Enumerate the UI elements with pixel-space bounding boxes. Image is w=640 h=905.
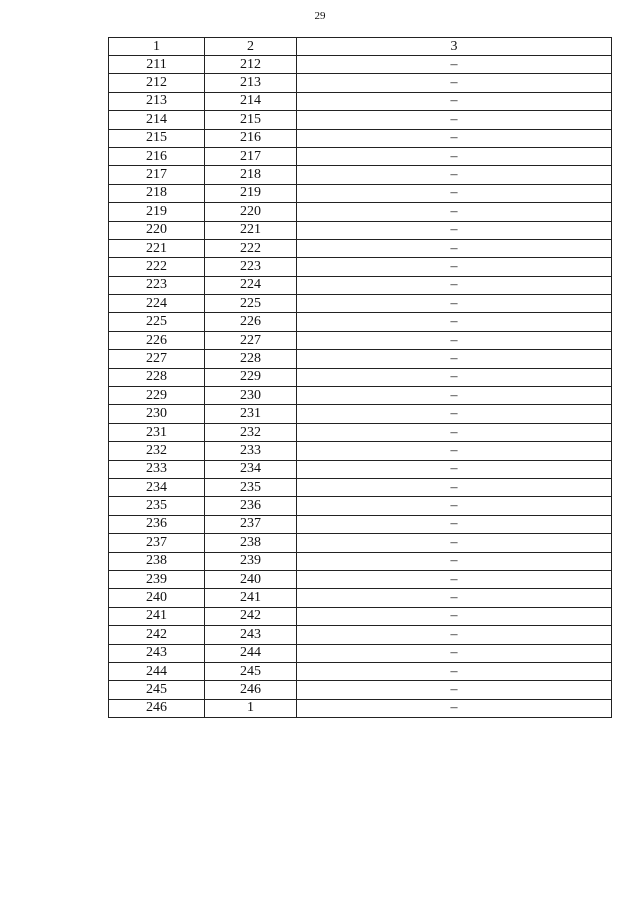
- table-row: [109, 644, 612, 662]
- table-cell-col3: –: [297, 147, 612, 165]
- table-cell-col1: 226: [109, 331, 205, 349]
- table-cell-col2: 246: [205, 681, 297, 699]
- table-cell-col1: 227: [109, 350, 205, 368]
- table-cell-col2: 222: [205, 239, 297, 257]
- table-cell-col1: 221: [109, 239, 205, 257]
- table-cell-col1: 215: [109, 129, 205, 147]
- table-cell-col2: 216: [205, 129, 297, 147]
- table-row: [109, 203, 612, 221]
- table-row: [109, 515, 612, 533]
- table-row: [109, 570, 612, 588]
- table-cell-col1: 234: [109, 478, 205, 496]
- table-row: [109, 313, 612, 331]
- table-cell-col1: 229: [109, 387, 205, 405]
- table-cell-col2: 228: [205, 350, 297, 368]
- table-row: [109, 552, 612, 570]
- table-cell-col1: 243: [109, 644, 205, 662]
- table-row: [109, 350, 612, 368]
- table-row: [109, 681, 612, 699]
- table-cell-col3: –: [297, 662, 612, 680]
- table-cell-col2: 227: [205, 331, 297, 349]
- column-header-3: 3: [297, 38, 612, 56]
- table-cell-col3: –: [297, 184, 612, 202]
- table-cell-col2: 239: [205, 552, 297, 570]
- table-cell-col1: 217: [109, 166, 205, 184]
- table-row: [109, 442, 612, 460]
- table-cell-col2: 212: [205, 56, 297, 74]
- table-cell-col3: –: [297, 644, 612, 662]
- table-cell-col3: –: [297, 570, 612, 588]
- table-cell-col2: 213: [205, 74, 297, 92]
- table-cell-col3: –: [297, 74, 612, 92]
- table-cell-col1: 216: [109, 147, 205, 165]
- table-cell-col2: 245: [205, 662, 297, 680]
- table-cell-col1: 222: [109, 258, 205, 276]
- table-cell-col1: 214: [109, 111, 205, 129]
- table-cell-col3: –: [297, 460, 612, 478]
- table-row: [109, 184, 612, 202]
- table-cell-col1: 231: [109, 423, 205, 441]
- table-cell-col3: –: [297, 442, 612, 460]
- table-header: [109, 38, 612, 56]
- table-cell-col2: 231: [205, 405, 297, 423]
- table-cell-col3: –: [297, 387, 612, 405]
- table-cell-col2: 235: [205, 478, 297, 496]
- table-cell-col1: 244: [109, 662, 205, 680]
- table-cell-col3: –: [297, 203, 612, 221]
- table-row: [109, 331, 612, 349]
- table-row: [109, 276, 612, 294]
- table-cell-col3: –: [297, 221, 612, 239]
- table-cell-col3: –: [297, 276, 612, 294]
- table-cell-col2: 244: [205, 644, 297, 662]
- table-row: [109, 497, 612, 515]
- table-cell-col1: 233: [109, 460, 205, 478]
- table-cell-col1: 225: [109, 313, 205, 331]
- data-table: [108, 37, 612, 718]
- table-cell-col2: 229: [205, 368, 297, 386]
- table-row: [109, 405, 612, 423]
- table-row: [109, 460, 612, 478]
- table-cell-col1: 220: [109, 221, 205, 239]
- table-row: [109, 423, 612, 441]
- table-row: [109, 699, 612, 717]
- table-cell-col1: 235: [109, 497, 205, 515]
- table-cell-col1: 223: [109, 276, 205, 294]
- table-row: [109, 258, 612, 276]
- table-row: [109, 478, 612, 496]
- column-header-2: 2: [205, 38, 297, 56]
- table-row: [109, 221, 612, 239]
- page-number: 29: [314, 10, 326, 22]
- table-cell-col3: –: [297, 92, 612, 110]
- table-cell-col2: 236: [205, 497, 297, 515]
- table-cell-col3: –: [297, 478, 612, 496]
- table-cell-col2: 224: [205, 276, 297, 294]
- table-cell-col3: –: [297, 497, 612, 515]
- table-cell-col1: 211: [109, 56, 205, 74]
- table-row: [109, 92, 612, 110]
- table-cell-col2: 232: [205, 423, 297, 441]
- table-cell-col3: –: [297, 313, 612, 331]
- table-cell-col2: 242: [205, 607, 297, 625]
- table-cell-col3: –: [297, 166, 612, 184]
- table-cell-col1: 245: [109, 681, 205, 699]
- table-cell-col3: –: [297, 405, 612, 423]
- table-cell-col2: 214: [205, 92, 297, 110]
- table-cell-col1: 236: [109, 515, 205, 533]
- table-cell-col2: 240: [205, 570, 297, 588]
- table-cell-col3: –: [297, 239, 612, 257]
- table-row: [109, 239, 612, 257]
- table-row: [109, 74, 612, 92]
- table-cell-col3: –: [297, 258, 612, 276]
- table-cell-col3: –: [297, 607, 612, 625]
- table-cell-col1: 218: [109, 184, 205, 202]
- table-cell-col2: 226: [205, 313, 297, 331]
- table-cell-col2: 241: [205, 589, 297, 607]
- table-cell-col2: 238: [205, 534, 297, 552]
- table-cell-col2: 218: [205, 166, 297, 184]
- table-cell-col1: 237: [109, 534, 205, 552]
- table-row: [109, 129, 612, 147]
- table-cell-col1: 239: [109, 570, 205, 588]
- table-cell-col1: 241: [109, 607, 205, 625]
- table-row: [109, 368, 612, 386]
- table-cell-col3: –: [297, 626, 612, 644]
- table-cell-col2: 243: [205, 626, 297, 644]
- table-cell-col2: 220: [205, 203, 297, 221]
- table-row: [109, 387, 612, 405]
- table-cell-col2: 219: [205, 184, 297, 202]
- table-cell-col1: 238: [109, 552, 205, 570]
- table-cell-col3: –: [297, 111, 612, 129]
- table-cell-col3: –: [297, 350, 612, 368]
- table-cell-col2: 217: [205, 147, 297, 165]
- table-cell-col3: –: [297, 552, 612, 570]
- table-cell-col3: –: [297, 368, 612, 386]
- table-cell-col3: –: [297, 515, 612, 533]
- table-cell-col1: 212: [109, 74, 205, 92]
- table-cell-col3: –: [297, 534, 612, 552]
- table-header-row: [109, 38, 612, 56]
- table-row: [109, 662, 612, 680]
- table-cell-col2: 221: [205, 221, 297, 239]
- table-cell-col3: –: [297, 129, 612, 147]
- table-row: [109, 295, 612, 313]
- table-row: [109, 147, 612, 165]
- table-row: [109, 56, 612, 74]
- table-cell-col3: –: [297, 699, 612, 717]
- table-cell-col1: 219: [109, 203, 205, 221]
- table-cell-col3: –: [297, 681, 612, 699]
- table-cell-col1: 224: [109, 295, 205, 313]
- table-cell-col1: 240: [109, 589, 205, 607]
- table-row: [109, 534, 612, 552]
- table-cell-col2: 237: [205, 515, 297, 533]
- table-cell-col3: –: [297, 295, 612, 313]
- table-cell-col1: 230: [109, 405, 205, 423]
- table-cell-col2: 233: [205, 442, 297, 460]
- table-row: [109, 626, 612, 644]
- table-cell-col1: 232: [109, 442, 205, 460]
- table-cell-col1: 246: [109, 699, 205, 717]
- table-cell-col2: 1: [205, 699, 297, 717]
- table-row: [109, 166, 612, 184]
- table-cell-col3: –: [297, 423, 612, 441]
- table-cell-col3: –: [297, 589, 612, 607]
- table-cell-col3: –: [297, 56, 612, 74]
- table-row: [109, 111, 612, 129]
- table-cell-col2: 225: [205, 295, 297, 313]
- table-cell-col3: –: [297, 331, 612, 349]
- column-header-1: 1: [109, 38, 205, 56]
- table-cell-col1: 213: [109, 92, 205, 110]
- table-cell-col1: 242: [109, 626, 205, 644]
- table-cell-col2: 215: [205, 111, 297, 129]
- table-body: [109, 56, 612, 718]
- table-row: [109, 607, 612, 625]
- table-row: [109, 589, 612, 607]
- table-cell-col1: 228: [109, 368, 205, 386]
- table-cell-col2: 234: [205, 460, 297, 478]
- table-cell-col2: 223: [205, 258, 297, 276]
- table-cell-col2: 230: [205, 387, 297, 405]
